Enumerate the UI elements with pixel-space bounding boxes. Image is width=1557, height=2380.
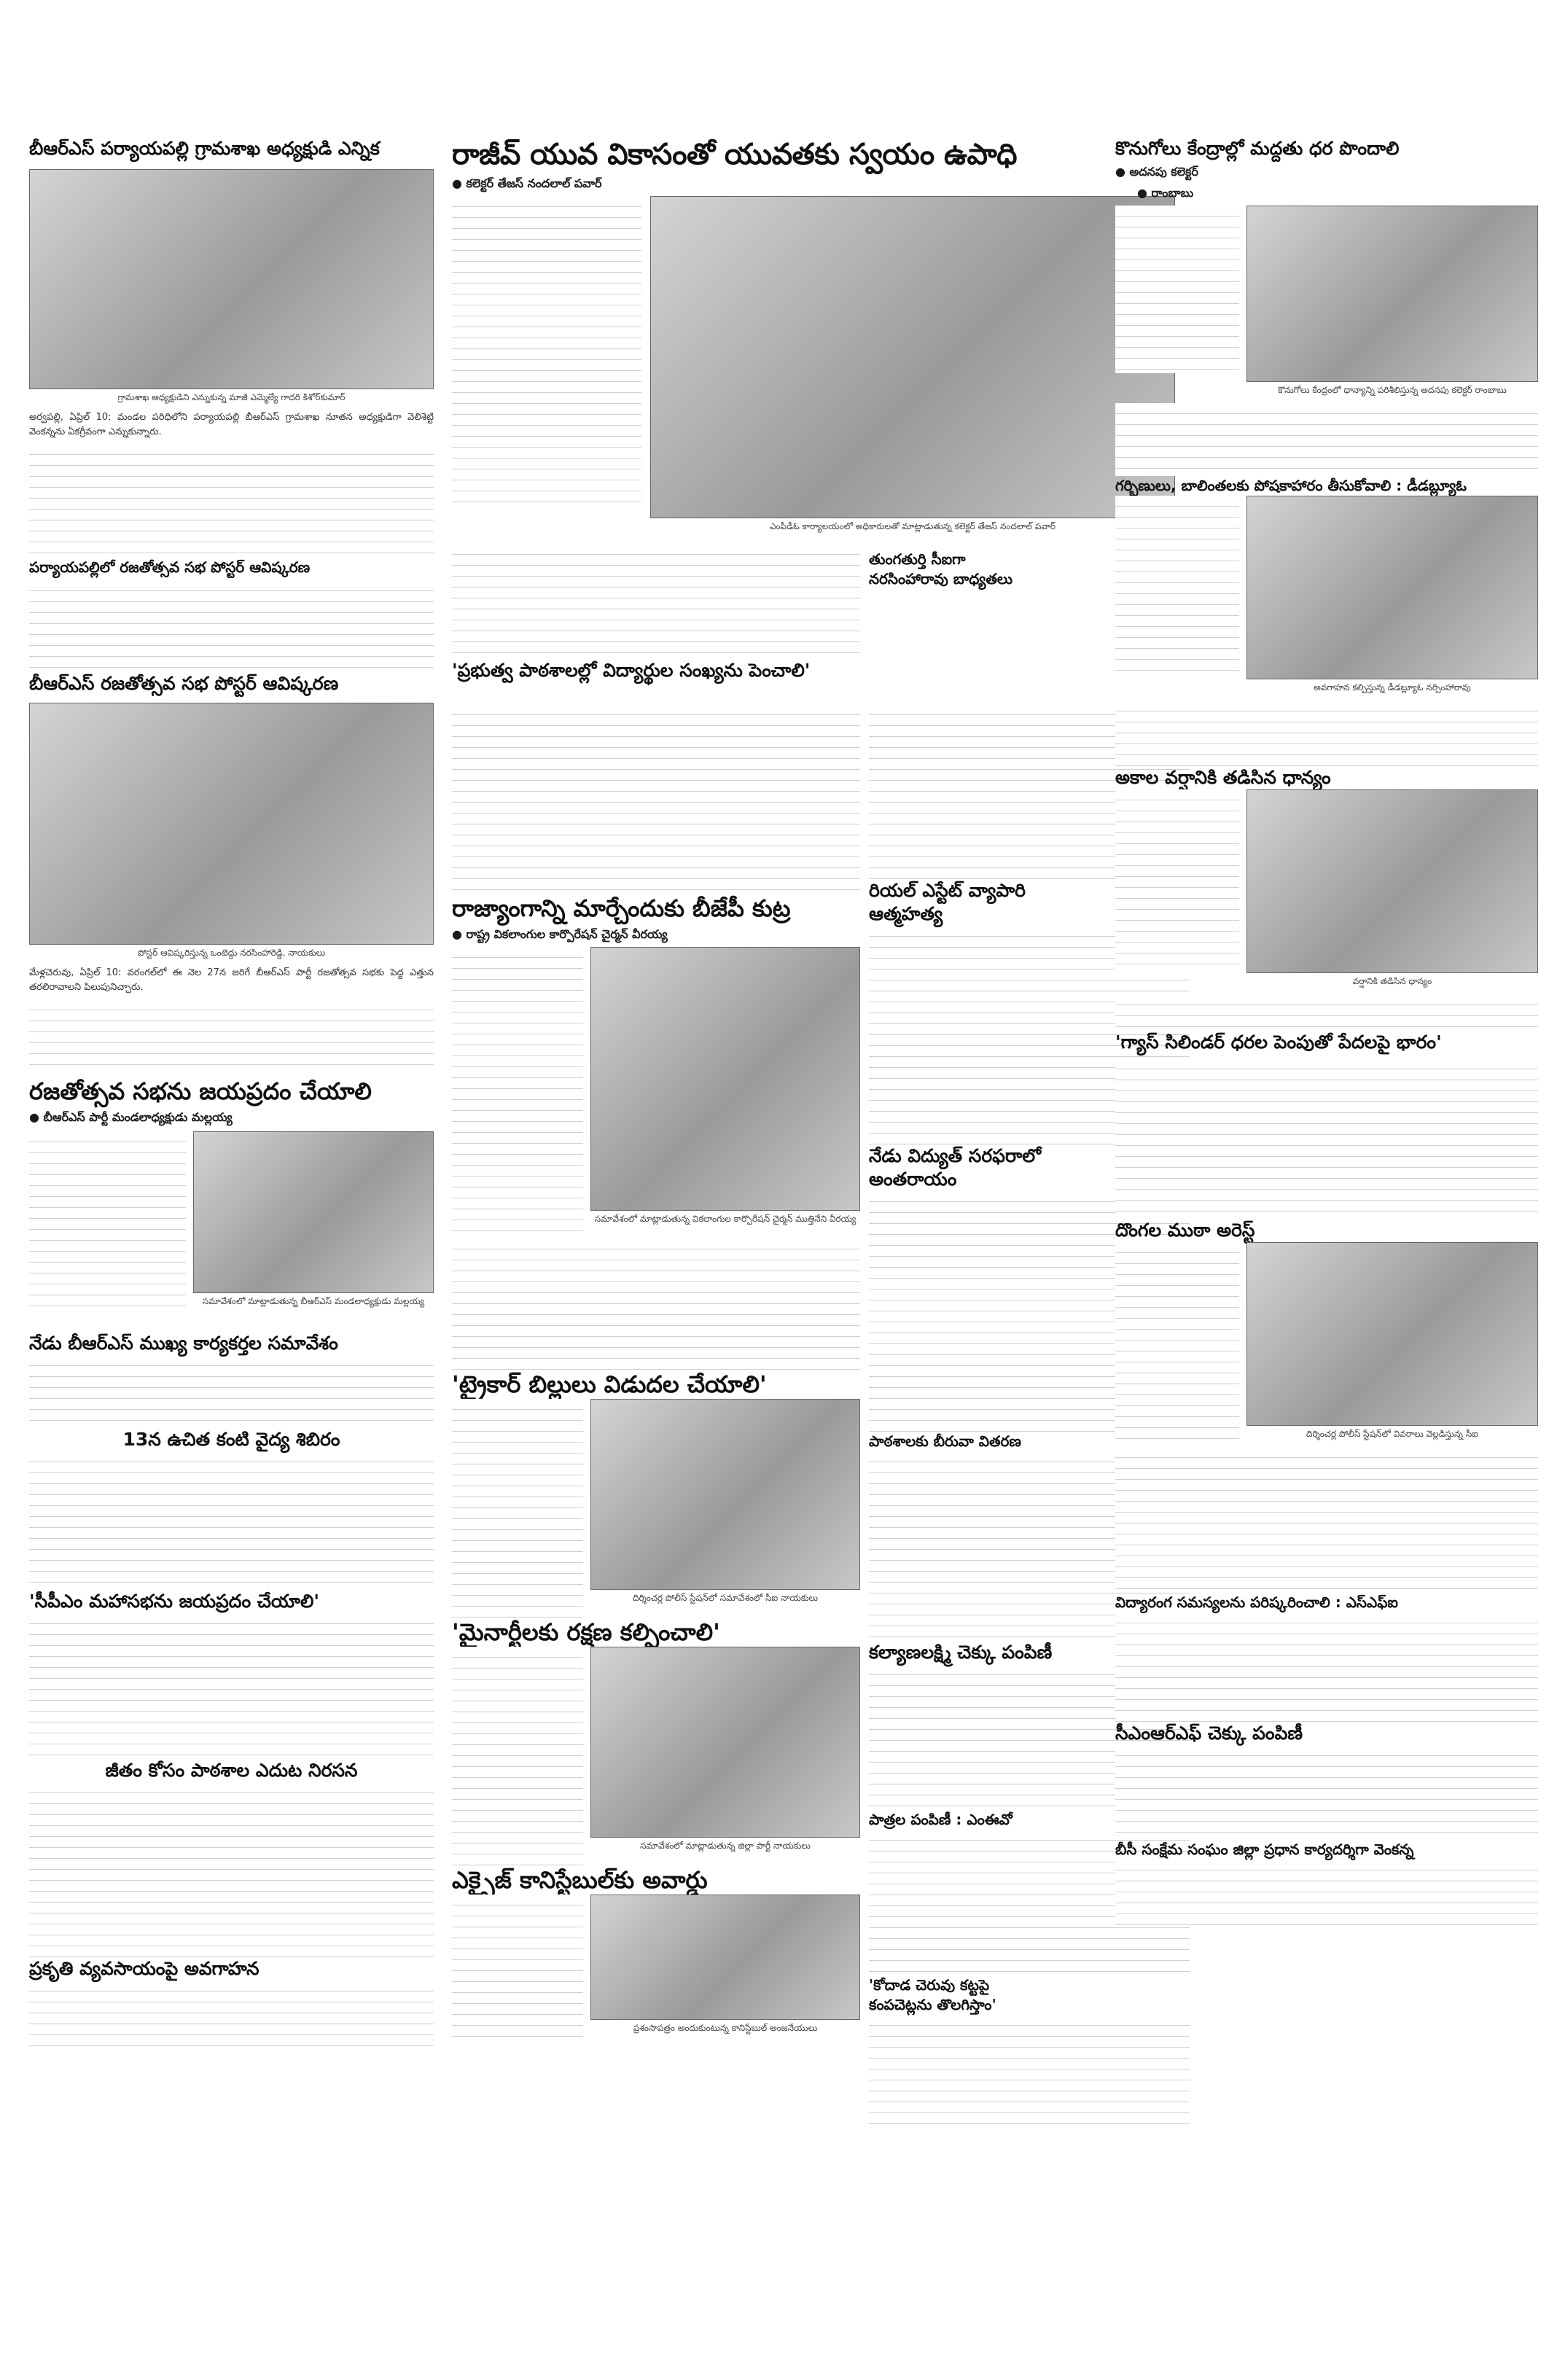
headline-rain: అకాల వర్షానికి తడిసిన ధాన్యం bbox=[1115, 767, 1331, 788]
article-body bbox=[29, 1782, 434, 1957]
headline-rajiv-yuva: రాజీవ్ యువ వికాసంతో యువతకు స్వయం ఉపాధి bbox=[452, 138, 1017, 171]
caption: గ్రామశాఖ అధ్యక్షుడిని ఎన్నుకున్న మాజీ ఎమ్మెల్యే గాదరి కిశోర్‌కుమార్ bbox=[117, 392, 346, 402]
article-body bbox=[452, 1399, 583, 1618]
headline-poster-launch: బీఆర్ఎస్ రజతోత్సవ సభ పోస్టర్ ఆవిష్కరణ bbox=[29, 673, 339, 694]
headline-realtor-2: ఆత్మహత్య bbox=[869, 903, 943, 924]
photo-award bbox=[590, 1895, 860, 2020]
caption: సమావేశంలో మాట్లాడుతున్న వికలాంగుల కార్పొరేషన్ చైర్మన్ ముత్తినేని వీరయ్య bbox=[594, 1214, 856, 1224]
headline-govt-schools: 'ప్రభుత్వ పాఠశాలల్లో విద్యార్థుల సంఖ్యను పెంచాలి' bbox=[452, 660, 811, 681]
article-body bbox=[29, 1131, 186, 1306]
article-body bbox=[1115, 1612, 1538, 1722]
article-body bbox=[29, 444, 434, 553]
headline-meo: పాత్రల పంపిణీ : ఎంఈవో bbox=[869, 1811, 1012, 1828]
caption: పోస్టర్ ఆవిష్కరిస్తున్న ఒంటెద్దు నరసింహారెడ్డి, నాయకులు bbox=[137, 948, 326, 958]
article-body bbox=[452, 1895, 583, 2040]
caption: ప్రశంసాపత్రం అందుకుంటున్న కానిస్టేబుల్ అంజనేయులు bbox=[633, 2023, 818, 2033]
article-body bbox=[1115, 994, 1538, 1031]
article-body bbox=[1115, 206, 1239, 373]
caption: ఎంపీడీఓ కార్యాలయంలో అధికారులతో మాట్లాడుతున్న కలెక్టర్ తేజస్ నందలాల్ పవార్ bbox=[769, 521, 1056, 531]
byline: ● రాష్ట్ర వికలాంగుల కార్పొరేషన్ చైర్మన్ వీరయ్య bbox=[452, 927, 860, 944]
article-body bbox=[452, 704, 860, 894]
article-body bbox=[1115, 1860, 1538, 1925]
headline-minorities: 'మైనార్టీలకు రక్షణ కల్పించాలి' bbox=[452, 1618, 720, 1646]
article-text: మేళ్లచెరువు, ఏప్రిల్ 10: వరంగల్‌లో ఈ నెల 27న జరిగే బీఆర్ఎస్ పార్టీ రజతోత్సవ సభకు పెద్ద ఎత్తున తరలిరావాలని పిలుపునిచ్చారు. bbox=[29, 967, 434, 993]
headline-almirah: పాఠశాలకు బీరువా వితరణ bbox=[869, 1432, 1021, 1450]
caption: అవగాహన కల్పిస్తున్న డీడబ్ల్యూఓ నర్సింహారావు bbox=[1314, 682, 1471, 692]
article-body bbox=[1115, 1447, 1538, 1593]
article-body bbox=[1115, 1745, 1538, 1840]
byline: ● అదనపు కలెక్టర్ bbox=[1115, 165, 1538, 182]
headline-kodad-2: కంపచెట్లను తొలగిస్తాం' bbox=[869, 1996, 996, 2013]
column-2 bbox=[452, 124, 1203, 2131]
article-body bbox=[29, 1613, 434, 1759]
caption: సమావేశంలో మాట్లాడుతున్న జిల్లా పార్టీ నాయకులు bbox=[640, 1841, 811, 1851]
article-body bbox=[29, 999, 434, 1072]
caption: వర్షానికి తడిసిన ధాన్యం bbox=[1352, 976, 1432, 986]
headline-salary-protest: జీతం కోసం పాఠశాల ఎదుట నిరసన bbox=[105, 1760, 358, 1781]
article-body bbox=[29, 580, 434, 668]
article-body bbox=[1115, 789, 1239, 972]
headline-workers-meeting: నేడు బీఆర్ఎస్ ముఖ్య కార్యకర్తల సమావేశం bbox=[29, 1333, 338, 1354]
headline-sfi: విద్యారంగ సమస్యలను పరిష్కరించాలి : ఎస్ఎఫ్ఐ bbox=[1115, 1593, 1398, 1611]
photo-poster bbox=[29, 703, 434, 945]
headline-cpm: 'సీపీఎం మహాసభను జయప్రదం చేయాలి' bbox=[29, 1591, 319, 1612]
article-body bbox=[452, 947, 583, 1238]
article-body bbox=[1115, 496, 1239, 678]
headline-power-2: అంతరాయం bbox=[869, 1168, 957, 1190]
photo-arrest bbox=[1246, 1242, 1538, 1426]
headline-tungaturthi-2: నరసింహారావు బాధ్యతలు bbox=[869, 570, 1013, 588]
article-body bbox=[29, 1451, 434, 1590]
headline-excise-award: ఎక్సైజ్ కానిస్టేబుల్‌కు అవార్డు bbox=[452, 1866, 708, 1894]
photo-collector bbox=[650, 196, 1175, 518]
photo-police bbox=[590, 1399, 860, 1590]
article-body bbox=[452, 544, 860, 653]
headline-gas: 'గ్యాస్ సిలిండర్ ధరల పెంపుతో పేదలపై భారం' bbox=[1115, 1031, 1442, 1053]
headline-silver-jubilee: రజతోత్సవ సభను జయప్రదం చేయాలి bbox=[29, 1077, 372, 1105]
byline: ● బీఆర్ఎస్ పార్టీ మండలాధ్యక్షుడు మల్లయ్య bbox=[29, 1110, 434, 1127]
headline-cmrf: సీఎంఆర్ఎఫ్ చెక్కు పంపిణీ bbox=[1115, 1722, 1303, 1744]
headline-tungaturthi: తుంగతుర్తి సీఐగా bbox=[869, 550, 966, 568]
article-body bbox=[29, 1355, 434, 1428]
headline-procurement: కొనుగోలు కేంద్రాల్లో మద్దతు ధర పొందాలి bbox=[1115, 138, 1400, 159]
headline-bc-sangham: బీసీ సంక్షేమ సంఘం జిల్లా ప్రధాన కార్యదర్శిగా వెంకన్న bbox=[1115, 1841, 1414, 1858]
headline-tricor: 'ట్రైకార్ బిల్లులు విడుదల చేయాలి' bbox=[452, 1370, 767, 1398]
byline: ● కలెక్టర్ తేజస్ నందలాల్ పవార్ bbox=[452, 176, 1203, 193]
article-body bbox=[1115, 701, 1538, 766]
headline-eye-camp: 13న ఉచిత కంటి వైద్య శిబిరం bbox=[122, 1429, 340, 1450]
caption: కొనుగోలు కేంద్రంలో ధాన్యాన్ని పరిశీలిస్తున్న అదనపు కలెక్టర్ రాంబాబు bbox=[1278, 385, 1507, 395]
column-1 bbox=[29, 124, 434, 2046]
photo-nutrition bbox=[1246, 496, 1538, 679]
headline-nutrition: గర్భిణులు, బాలింతలకు పోషకాహారం తీసుకోవాలి : డీడబ్ల్యూఓ bbox=[1115, 477, 1467, 494]
caption: దిర్శించర్ల పోలీస్ స్టేషన్‌లో సమావేశంలో సీఐ నాయకులు bbox=[632, 1593, 819, 1603]
headline-natural-farming: ప్రకృతి వ్యవసాయంపై అవగాహన bbox=[29, 1958, 260, 1979]
article-body bbox=[1115, 1242, 1239, 1439]
headline-gang-arrest: దొంగల ముఠా అరెస్ట్ bbox=[1115, 1220, 1255, 1241]
caption: దిర్శించర్ల పోలీస్ స్టేషన్‌లో వివరాలు వెల్లడిస్తున్న సీఐ bbox=[1306, 1429, 1478, 1439]
photo-procurement bbox=[1246, 206, 1538, 382]
headline-power: నేడు విద్యుత్ సరఫరాలో bbox=[869, 1145, 1042, 1166]
subhead: పర్యాయపల్లిలో రజతోత్సవ సభ పోస్టర్ ఆవిష్కరణ bbox=[29, 558, 311, 576]
headline-constitution: రాజ్యాంగాన్ని మార్చేందుకు బీజేపీ కుట్ర bbox=[452, 894, 791, 922]
caption: సమావేశంలో మాట్లాడుతున్న బీఆర్ఎస్ మండలాధ్యక్షుడు మల్లయ్య bbox=[202, 1296, 425, 1306]
headline-kodad: 'కోదాడ చెరువు కట్టపై bbox=[869, 1976, 990, 1994]
article-body bbox=[1115, 1058, 1538, 1219]
article-body bbox=[452, 1647, 583, 1865]
headline-realtor: రియల్ ఎస్టేట్ వ్యాపారి bbox=[869, 880, 1026, 901]
byline-name: ● రాంబాబు bbox=[1115, 186, 1538, 203]
article-body bbox=[452, 1238, 860, 1370]
article-body bbox=[869, 2015, 1190, 2131]
photo-rain bbox=[1246, 789, 1538, 973]
column-4 bbox=[1115, 124, 1538, 1925]
headline-brs-election: బీఆర్ఎస్ పర్యాయపల్లి గ్రామశాఖ అధ్యక్షుడి ఎన్నిక bbox=[29, 138, 380, 159]
headline-kalyana: కల్యాణలక్ష్మి చెక్కు పంపిణీ bbox=[869, 1642, 1053, 1663]
photo-brs-meeting bbox=[29, 169, 434, 389]
photo-meeting bbox=[590, 1647, 860, 1838]
article-body bbox=[452, 196, 641, 510]
article-body bbox=[1115, 403, 1538, 476]
photo-veeraiah bbox=[590, 947, 860, 1211]
article-body bbox=[29, 1981, 434, 2046]
photo-mallayya bbox=[193, 1131, 434, 1293]
article-text: అర్వపల్లి, ఏప్రిల్ 10: మండల పరిధిలోని పర్యాయపల్లి బీఆర్ఎస్ గ్రామశాఖ నూతన అధ్యక్షుడిగా వెలిశెట్టి వెంకన్నను ఏకగ్రీవంగా ఎన్నుకున్నారు. bbox=[29, 412, 434, 437]
